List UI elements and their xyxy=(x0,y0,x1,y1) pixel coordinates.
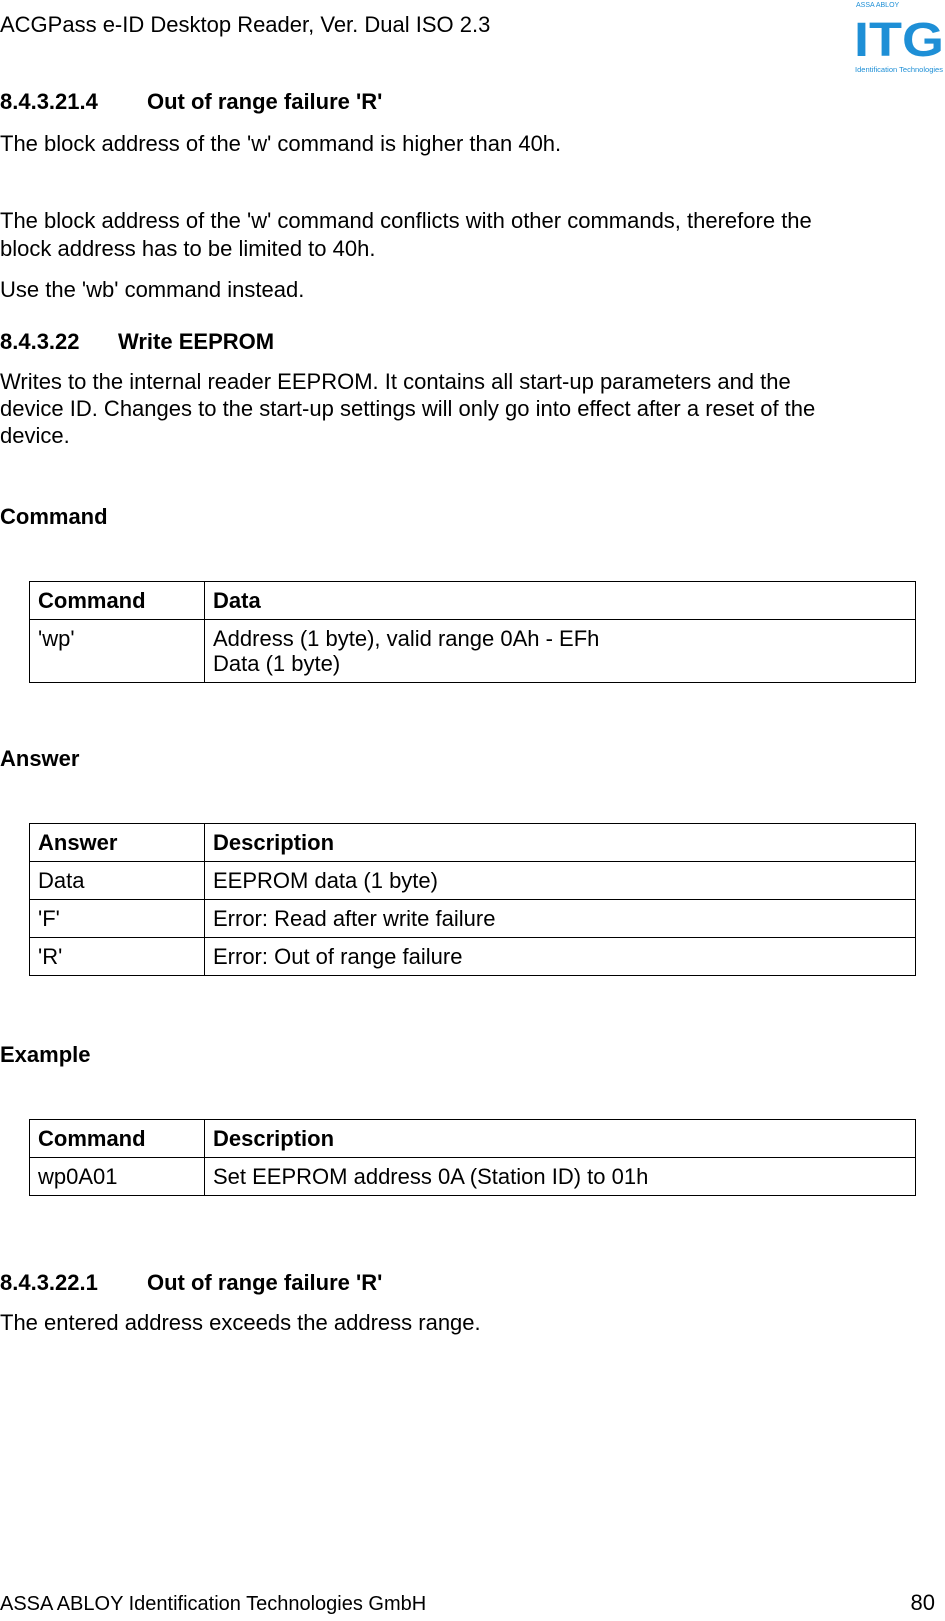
logo-top-text: ASSA ABLOY xyxy=(856,2,900,9)
table-header-row xyxy=(30,582,916,620)
footer-company: ASSA ABLOY Identification Technologies GmbH xyxy=(0,1593,427,1615)
table-cell: wp0A01 xyxy=(30,1158,205,1196)
document-header-title: ACGPass e-ID Desktop Reader, Ver. Dual ISO 2.3 xyxy=(0,12,491,37)
logo-bottom-text: Identification Technologies xyxy=(855,65,944,74)
table-header-cell: Data xyxy=(205,582,916,620)
table-cell: Data xyxy=(30,862,205,900)
table-cell xyxy=(205,620,916,683)
section-heading-8-4-3-21-4 xyxy=(0,89,382,115)
section-title: Write EEPROM xyxy=(118,329,275,354)
section-number: 8.4.3.21.4 xyxy=(0,89,98,114)
table-cell-line: Address (1 byte), valid range 0Ah - EFh xyxy=(213,626,600,651)
example-table xyxy=(29,1119,916,1196)
paragraph: block address has to be limited to 40h. xyxy=(0,236,376,261)
section-title: Out of range failure 'R' xyxy=(147,89,383,114)
paragraph: The entered address exceeds the address range. xyxy=(0,1310,481,1335)
paragraph: Writes to the internal reader EEPROM. It contains all start-up parameters and the xyxy=(0,369,791,394)
table-header-cell: Answer xyxy=(30,824,205,862)
table-cell: 'wp' xyxy=(30,620,205,683)
paragraph: The block address of the 'w' command conflicts with other commands, therefore the xyxy=(0,208,812,233)
paragraph: device. xyxy=(0,423,70,448)
table-cell: 'R' xyxy=(30,938,205,976)
command-label: Command xyxy=(0,504,108,529)
section-number: 8.4.3.22 xyxy=(0,329,80,354)
table-cell: Error: Out of range failure xyxy=(205,938,916,976)
paragraph: Use the 'wb' command instead. xyxy=(0,277,305,302)
section-title: Out of range failure 'R' xyxy=(147,1270,383,1295)
table-row xyxy=(30,862,916,900)
example-label: Example xyxy=(0,1042,91,1067)
table-cell: 'F' xyxy=(30,900,205,938)
page-number: 80 xyxy=(910,1590,935,1615)
command-table xyxy=(29,581,916,683)
table-row xyxy=(30,938,916,976)
answer-table xyxy=(29,823,916,976)
company-logo xyxy=(852,0,945,78)
table-header-cell: Description xyxy=(205,824,916,862)
table-row xyxy=(30,900,916,938)
section-number: 8.4.3.22.1 xyxy=(0,1270,98,1295)
table-row xyxy=(30,1158,916,1196)
table-header-cell: Command xyxy=(30,582,205,620)
table-cell: Set EEPROM address 0A (Station ID) to 01h xyxy=(205,1158,916,1196)
table-cell: EEPROM data (1 byte) xyxy=(205,862,916,900)
table-header-cell: Command xyxy=(30,1120,205,1158)
answer-label: Answer xyxy=(0,746,80,771)
table-header-row xyxy=(30,824,916,862)
table-cell-line: Data (1 byte) xyxy=(213,651,341,676)
paragraph: The block address of the 'w' command is higher than 40h. xyxy=(0,131,562,156)
paragraph: device ID. Changes to the start-up settings will only go into effect after a reset of the xyxy=(0,396,816,421)
section-heading-8-4-3-22 xyxy=(0,329,274,355)
table-cell: Error: Read after write failure xyxy=(205,900,916,938)
table-header-cell: Description xyxy=(205,1120,916,1158)
table-row xyxy=(30,620,916,683)
section-heading-8-4-3-22-1 xyxy=(0,1270,382,1296)
logo-letters: ITG xyxy=(854,14,944,67)
table-header-row xyxy=(30,1120,916,1158)
